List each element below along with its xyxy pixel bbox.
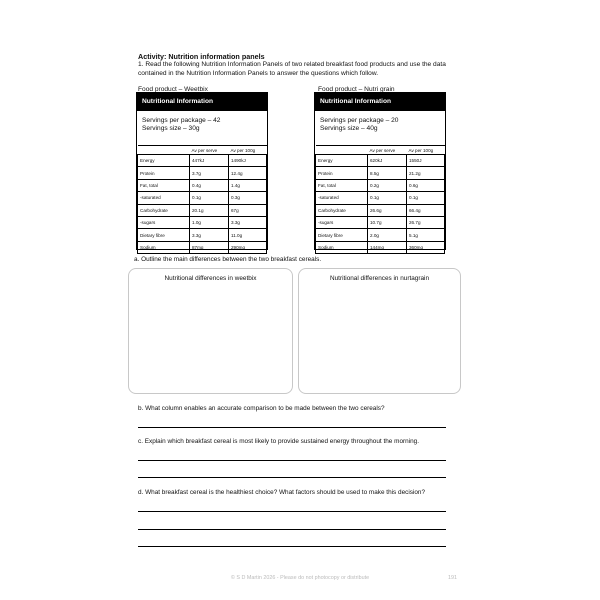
value-serve: 0.1g (190, 192, 229, 204)
nutrient-name: -sugars (138, 216, 190, 228)
col-header-serve: Av per serve (368, 146, 407, 155)
page-number: 191 (448, 575, 457, 581)
nutrient-name: Carbohydrate (138, 204, 190, 216)
serving-size: Servings size – 40g (320, 125, 378, 132)
nutrient-name: Energy (138, 155, 190, 167)
nutrient-name: Fat, total (138, 179, 190, 191)
blank-header (316, 146, 368, 155)
col-header-100g: Av per 100g (407, 146, 445, 155)
answer-line[interactable] (138, 529, 446, 530)
col-header-100g: Av per 100g (229, 146, 267, 155)
table-row (316, 216, 445, 228)
value-100g: 66.4g (407, 204, 445, 216)
table-row (316, 192, 445, 204)
panel-header: Nutritional Information (315, 93, 445, 111)
nutrition-panel-nutrigrain (314, 92, 446, 250)
value-serve: 87mg (190, 241, 229, 253)
nutrition-table (315, 145, 445, 254)
value-100g: 21.2g (407, 167, 445, 179)
table-row (138, 192, 267, 204)
table-row (138, 179, 267, 191)
panel-header: Nutritional Information (137, 93, 267, 111)
nutrient-name: Sodium (316, 241, 368, 253)
answer-box-weetbix[interactable] (128, 268, 293, 394)
intro-text: 1. Read the following Nutrition Information Panels of two related breakfast food products and use the data contained in the Nutrition Information Panels to answer the questions which follow. (138, 61, 446, 77)
activity-title: Activity: Nutrition information panels (138, 52, 265, 61)
value-100g: 3.3g (229, 216, 267, 228)
nutrient-name: -saturated (316, 192, 368, 204)
servings-per-package: Servings per package – 20 (320, 117, 399, 124)
value-serve: 3.3g (190, 229, 229, 241)
table-row (316, 241, 445, 253)
value-serve: 3.7g (190, 167, 229, 179)
value-100g: 1550J (407, 155, 445, 167)
nutrigrain-label: Food product – Nutri grain (318, 86, 395, 93)
table-row (316, 155, 445, 167)
value-serve: 2.0g (368, 229, 407, 241)
answer-box-title: Nutritional differences in weetbix (164, 275, 257, 282)
answer-line[interactable] (138, 511, 446, 512)
value-100g: 1.4g (229, 179, 267, 191)
answer-line[interactable] (138, 477, 446, 478)
answer-box-title: Nutritional differences in nurtagrain (330, 275, 429, 282)
servings-per-package: Servings per package – 42 (142, 117, 221, 124)
servings-info (315, 111, 445, 145)
answer-line[interactable] (138, 546, 446, 547)
table-row (138, 216, 267, 228)
value-100g: 0.1g (407, 192, 445, 204)
value-100g: 290mg (229, 241, 267, 253)
table-row (316, 229, 445, 241)
table-row (316, 179, 445, 191)
value-serve: 620kJ (368, 155, 407, 167)
table-row (138, 204, 267, 216)
nutrient-name: Dietary fibre (138, 229, 190, 241)
value-serve: 0.2g (368, 179, 407, 191)
value-serve: 20.1g (190, 204, 229, 216)
value-100g: 5.1g (407, 229, 445, 241)
nutrition-panel-weetbix (136, 92, 268, 250)
question-a: a. Outline the main differences between the two breakfast cereals. (134, 256, 322, 263)
nutrient-name: -sugars (316, 216, 368, 228)
question-b: b. What column enables an accurate comparison to be made between the two cereals? (138, 405, 385, 412)
table-row (138, 241, 267, 253)
nutrient-name: Dietary fibre (316, 229, 368, 241)
nutrient-name: Protein (138, 167, 190, 179)
value-serve: 8.5g (368, 167, 407, 179)
table-row (138, 229, 267, 241)
nutrient-name: Carbohydrate (316, 204, 368, 216)
value-100g: 12.4g (229, 167, 267, 179)
value-serve: 447kJ (190, 155, 229, 167)
nutrient-name: -saturated (138, 192, 190, 204)
question-c: c. Explain which breakfast cereal is most likely to provide sustained energy throughout the morning. (138, 438, 419, 445)
table-row (138, 155, 267, 167)
value-serve: 10.7g (368, 216, 407, 228)
nutrient-name: Protein (316, 167, 368, 179)
answer-line[interactable] (138, 460, 446, 461)
question-d: d. What breakfast cereal is the healthiest choice? What factors should be used to make this decision? (138, 489, 426, 496)
serving-size: Servings size – 30g (142, 125, 200, 132)
value-100g: 0.6g (407, 179, 445, 191)
answer-box-nutrigrain[interactable] (298, 268, 461, 394)
weetbix-label: Food product – Weetbix (138, 86, 208, 93)
value-serve: 26.6g (368, 204, 407, 216)
servings-info (137, 111, 267, 145)
value-100g: 26.7g (407, 216, 445, 228)
value-serve: 0.1g (368, 192, 407, 204)
value-serve: 144mg (368, 241, 407, 253)
footer-copyright: © S D Martin 2026 - Please do not photocopy or distribute (230, 575, 370, 581)
nutrient-name: Sodium (138, 241, 190, 253)
nutrient-name: Fat, total (316, 179, 368, 191)
value-100g: 1490kJ (229, 155, 267, 167)
value-100g: 67g (229, 204, 267, 216)
nutrition-table (137, 145, 267, 254)
value-serve: 0.4g (190, 179, 229, 191)
value-100g: 360mg (407, 241, 445, 253)
value-serve: 1.0g (190, 216, 229, 228)
value-100g: 11.0g (229, 229, 267, 241)
table-row (138, 167, 267, 179)
value-100g: 0.3g (229, 192, 267, 204)
table-row (316, 167, 445, 179)
nutrient-name: Energy (316, 155, 368, 167)
blank-header (138, 146, 190, 155)
col-header-serve: Av per serve (190, 146, 229, 155)
table-row (316, 204, 445, 216)
answer-line[interactable] (138, 427, 446, 428)
